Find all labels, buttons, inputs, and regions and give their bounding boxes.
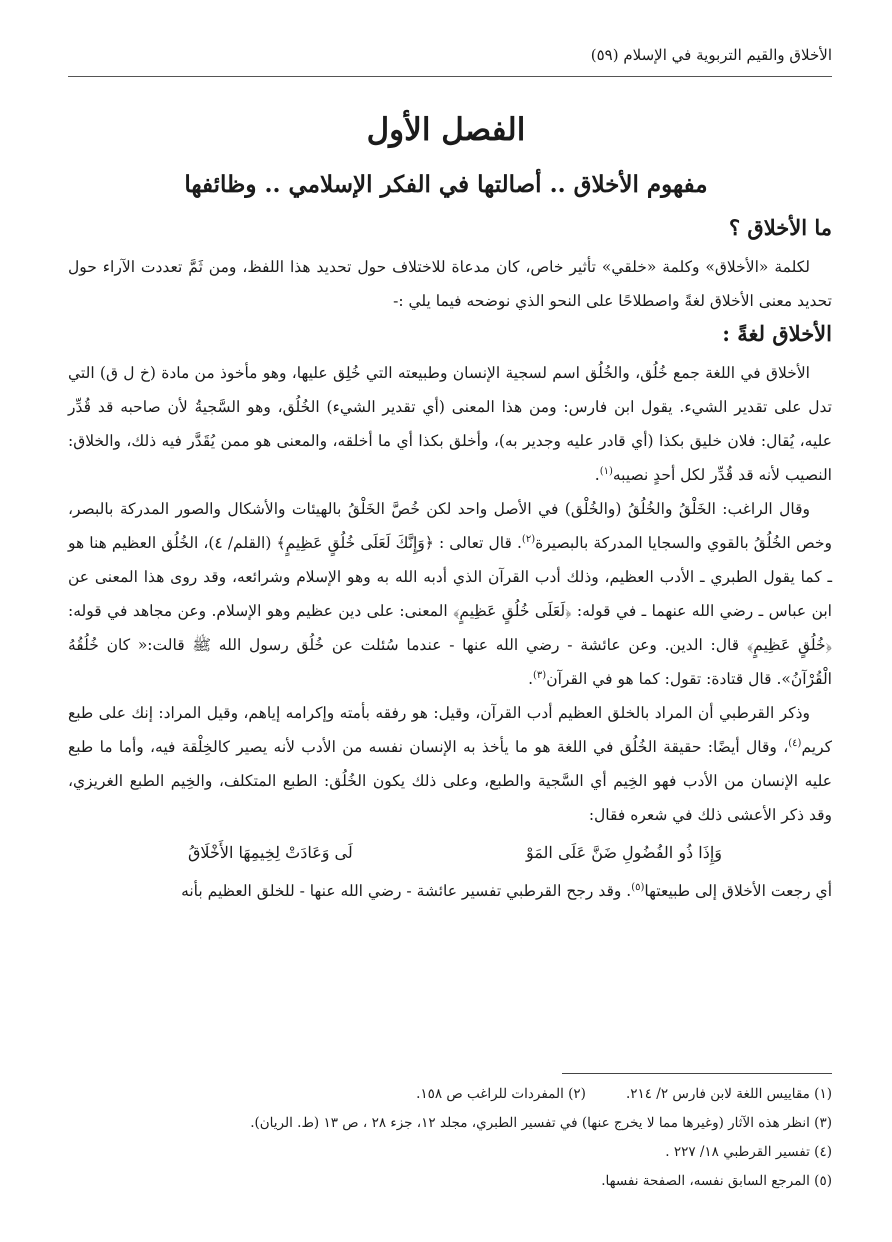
footnote-ref-5: (٥) xyxy=(631,881,645,893)
poem-first-hemistich: وَإِذَا ذُو الفُضُولِ ضَنَّ عَلَى المَوْ xyxy=(526,843,722,862)
footnote-ref-2: (٢) xyxy=(521,533,536,545)
chapter-subtitle: مفهوم الأخلاق .. أصالتها في الفكر الإسلامي .. وظائفها xyxy=(184,171,708,198)
paragraph-text: أي رجعت الأخلاق إلى طبيعتها xyxy=(644,882,832,900)
footnote-ref-1: (١) xyxy=(599,465,613,477)
footnote-1: (١) مقاييس اللغة لابن فارس ٢/ ٢١٤. xyxy=(625,1086,832,1102)
paragraph-linguistic-3 xyxy=(68,696,832,832)
section-heading-linguistic: الأخلاق لغةً : xyxy=(722,321,832,346)
footnote-4: (٤) تفسير القرطبي ١٨/ ٢٢٧ . xyxy=(665,1144,832,1160)
footnote-2: (٢) المفردات للراغب ص ١٥٨. xyxy=(416,1086,586,1102)
chapter-title: الفصل الأول xyxy=(366,112,526,148)
paragraph-text: وذكر القرطبي أن المراد بالخلق العظيم أدب القرآن، وقيل: هو رفقه بأمته وإكرامه إياهم، وقيل المراد: إنك على طبع كريم xyxy=(68,704,832,756)
footnotes xyxy=(68,1080,832,1196)
paragraph-text: . xyxy=(594,466,600,484)
poem-verse xyxy=(68,834,832,872)
paragraph-intro: لكلمة «الأخلاق» وكلمة «خلقي» تأثير خاص، كان مدعاة للاختلاف حول تحديد هذا اللفظ، ومن ثَمَّ تعددت الآراء حول تحديد معنى الأخلاق لغةً واصطلاحًا على النحو الذي نوضحه فيما يلي :- xyxy=(68,258,832,310)
paragraph-text: . وقد رجح القرطبي تفسير عائشة - رضي الله عنها - للخلق العظيم بأنه xyxy=(181,882,632,900)
paragraph-linguistic-2 xyxy=(68,492,832,696)
paragraph-text: الأخلاق في اللغة جمع خُلُق، والخُلُق اسم لسجية الإنسان وطبيعته التي خُلِق عليها، وهو مأخوذ من مادة (خ ل ق) التي تدل على تقدير الشيء. يقول ابن فارس: ومن هذا المعنى (أي تقدير الشيء) الخُلُق، وهو السَّجيةُ لأن صاحبه قد قُدِّر عليه، يُقال: فلان خليق بكذا (أي قادر عليه وجدير به)، وأخلق بكذا أي ما أخلقه، والمعنى هو ممن يُقَدَّر فيه ذلك، والخلاق: النصيب لأنه قد قُدِّر لكل أحدٍ نصيبه xyxy=(68,364,832,484)
poem-second-hemistich: لَى وَعَادَتْ لِخِيمِهَا الأَخْلَاقُ xyxy=(188,843,353,862)
paragraph-linguistic-4 xyxy=(68,874,832,908)
header-divider xyxy=(68,76,832,77)
footnote-3: (٣) انظر هذه الآثار (وغيرها مما لا يخرج عنها) في تفسير الطبري، مجلد ١٢، جزء ٢٨ ، ص ١٣ (ط. الريان). xyxy=(250,1115,832,1131)
section-heading-what-is-ethics: ما الأخلاق ؟ xyxy=(728,215,832,240)
footnote-5: (٥) المرجع السابق نفسه، الصفحة نفسها. xyxy=(601,1173,832,1189)
footnote-ref-3: (٣) xyxy=(533,669,547,681)
paragraph-text: ، وقال أيضًا: حقيقة الخُلُق في اللغة هو ما يأخذ به الإنسان نفسه من الأدب لأنه يصير كالخِلْقة فيه، وأما ما طبع عليه الإنسان من الأدب فهو الخِيم أي السَّجية والطبع، وعلى ذلك يكون الخُلُق: الطبع المتكلف، والخِيم الطبع الغريزي، وقد ذكر الأعشى ذلك في شعره فقال: xyxy=(68,738,832,824)
running-header: الأخلاق والقيم التربوية في الإسلام (٥٩) xyxy=(590,46,832,64)
footnote-divider xyxy=(562,1073,832,1074)
paragraph-text: وقال الراغب: الخَلْقُ والخُلُقُ (والخُلْق) في الأصل واحد لكن خُصَّ الخَلْقُ بالهيئات والأشكال والصور المدركة بالبصر، وخص الخُلُقُ بالقوي والسجايا المدركة بالبصيرة xyxy=(68,500,832,552)
footnote-ref-4: (٤) xyxy=(788,737,802,749)
footnote-row xyxy=(68,1080,832,1109)
page-body xyxy=(68,212,832,908)
paragraph-text: . قال تعالى : ﴿وَإِنَّكَ لَعَلَى خُلُقٍ عَظِيمٍ﴾ (القلم/ ٤)، الخُلُق العظيم هنا هو ـ كما يقول الطبري ـ الأدب العظيم، وذلك أدب القرآن الذي أدبه الله به وهو الإسلام وشرائعه، وقد روى هذا المعنى عن ابن عباس ـ رضي الله عنهما ـ في قوله: ﴿لَعَلَى خُلُقٍ عَظِيمٍ﴾ المعنى: على دين عظيم وهو الإسلام. وعن مجاهد في قوله: ﴿خُلُقٍ عَظِيمٍ﴾ قال: الدين. وعن عائشة - رضي الله عنها - عندما سُئلت عن خُلُق رسول الله ﷺ قالت:« كان خُلُقُهُ الْقُرْآنُ». قال قتادة: تقول: كما هو في القرآن xyxy=(68,534,832,688)
paragraph-linguistic-1 xyxy=(68,356,832,492)
paragraph-text: . xyxy=(528,670,534,688)
